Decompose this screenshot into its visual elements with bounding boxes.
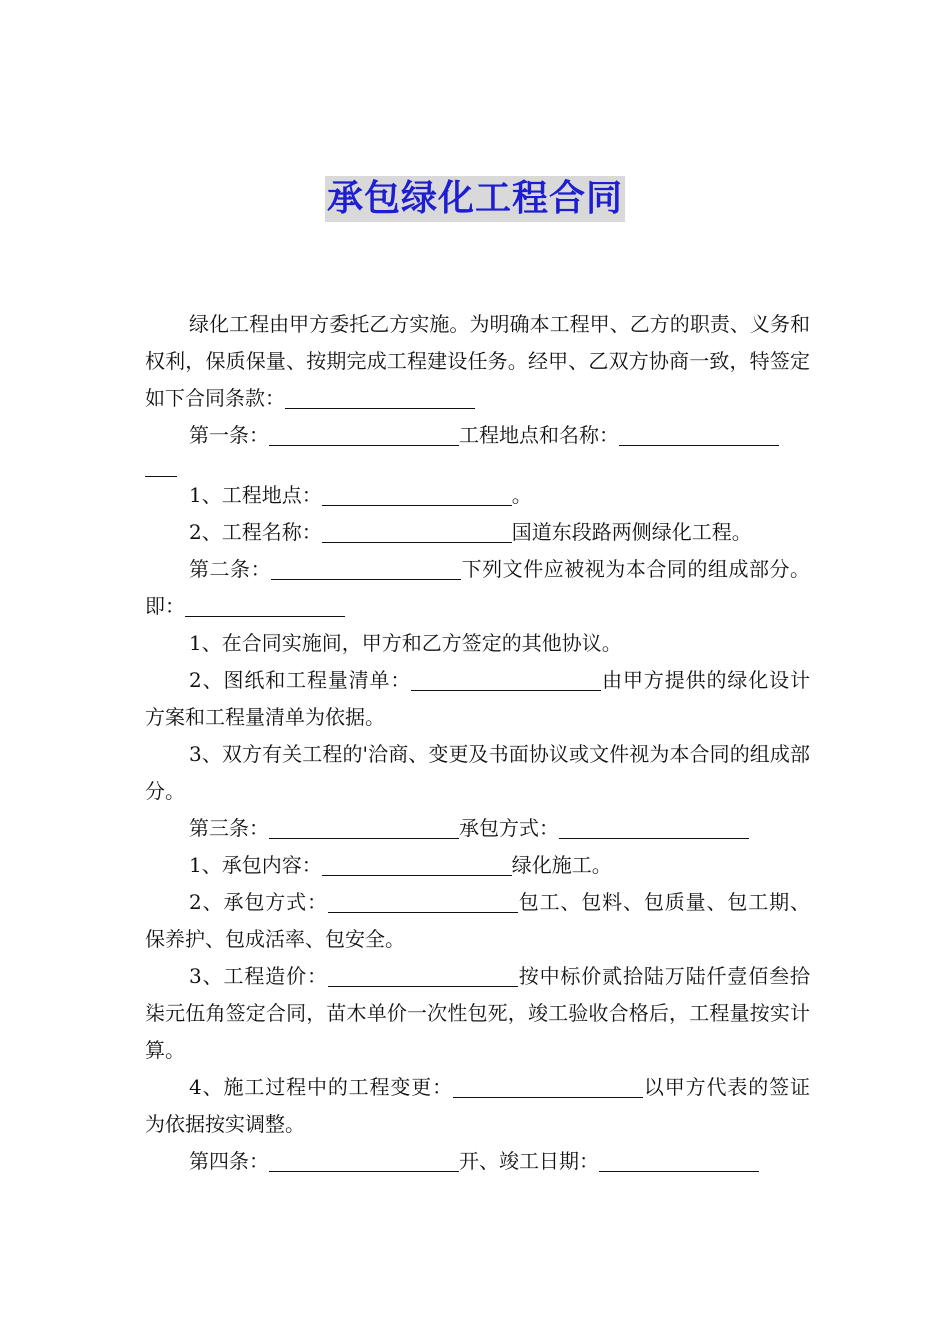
blank-line-wrap (145, 454, 177, 477)
blank-line (269, 816, 459, 839)
blank-line (559, 816, 749, 839)
blank-line (619, 423, 779, 446)
article-3: 第三条： 承包方式： (145, 810, 810, 847)
blank-line (328, 890, 518, 913)
item-3-3: 3、工程造价： 按中标价贰拾陆万陆仟壹佰叁拾柒元伍角签定合同，苗木单价一次性包死，竣工验收合格后，工程量按实计算。 (145, 964, 811, 1062)
article-1: 第一条： 工程地点和名称： (145, 417, 810, 477)
blank-line (322, 520, 512, 543)
blank-line (271, 557, 461, 580)
item-3-1: 1、承包内容： 绿化施工。 (189, 853, 612, 877)
item-1-1: 1、工程地点： 。 (189, 483, 532, 507)
blank-line (322, 483, 512, 506)
item-2-3: 3、双方有关工程的'洽商、变更及书面协议或文件视为本合同的组成部分。 (145, 742, 810, 803)
blank-line (322, 853, 512, 876)
blank-line (185, 594, 345, 617)
blank-line (269, 423, 459, 446)
item-2-1: 1、在合同实施间，甲方和乙方签定的其他协议。 (189, 631, 622, 655)
item-3-2: 2、承包方式： 包工、包料、包质量、包工期、保养护、包成活率、包安全。 (145, 890, 811, 951)
article-4: 第四条： 开、竣工日期： (145, 1143, 810, 1180)
article-2: 第二条： 下列文件应被视为本合同的组成部分。即： (145, 557, 811, 618)
blank-line (328, 964, 518, 987)
blank-line (411, 668, 601, 691)
blank-line (285, 386, 475, 409)
blank-line (269, 1149, 459, 1172)
contract-body (145, 306, 810, 1180)
document-title: 承包绿化工程合同 (325, 176, 625, 222)
item-2-2: 2、图纸和工程量清单： 由甲方提供的绿化设计方案和工程量清单为依据。 (145, 668, 810, 729)
item-1-2: 2、工程名称： 国道东段路两侧绿化工程。 (189, 520, 752, 544)
blank-line (599, 1149, 759, 1172)
title-block (0, 176, 950, 222)
blank-line (453, 1075, 643, 1098)
item-3-4: 4、施工过程中的工程变更： 以甲方代表的签证为依据按实调整。 (145, 1075, 811, 1136)
intro-paragraph: 绿化工程由甲方委托乙方实施。为明确本工程甲、乙方的职责、义务和权利，保质保量、按期完成工程建设任务。经甲、乙双方协商一致，特签定如下合同条款： (145, 312, 810, 410)
